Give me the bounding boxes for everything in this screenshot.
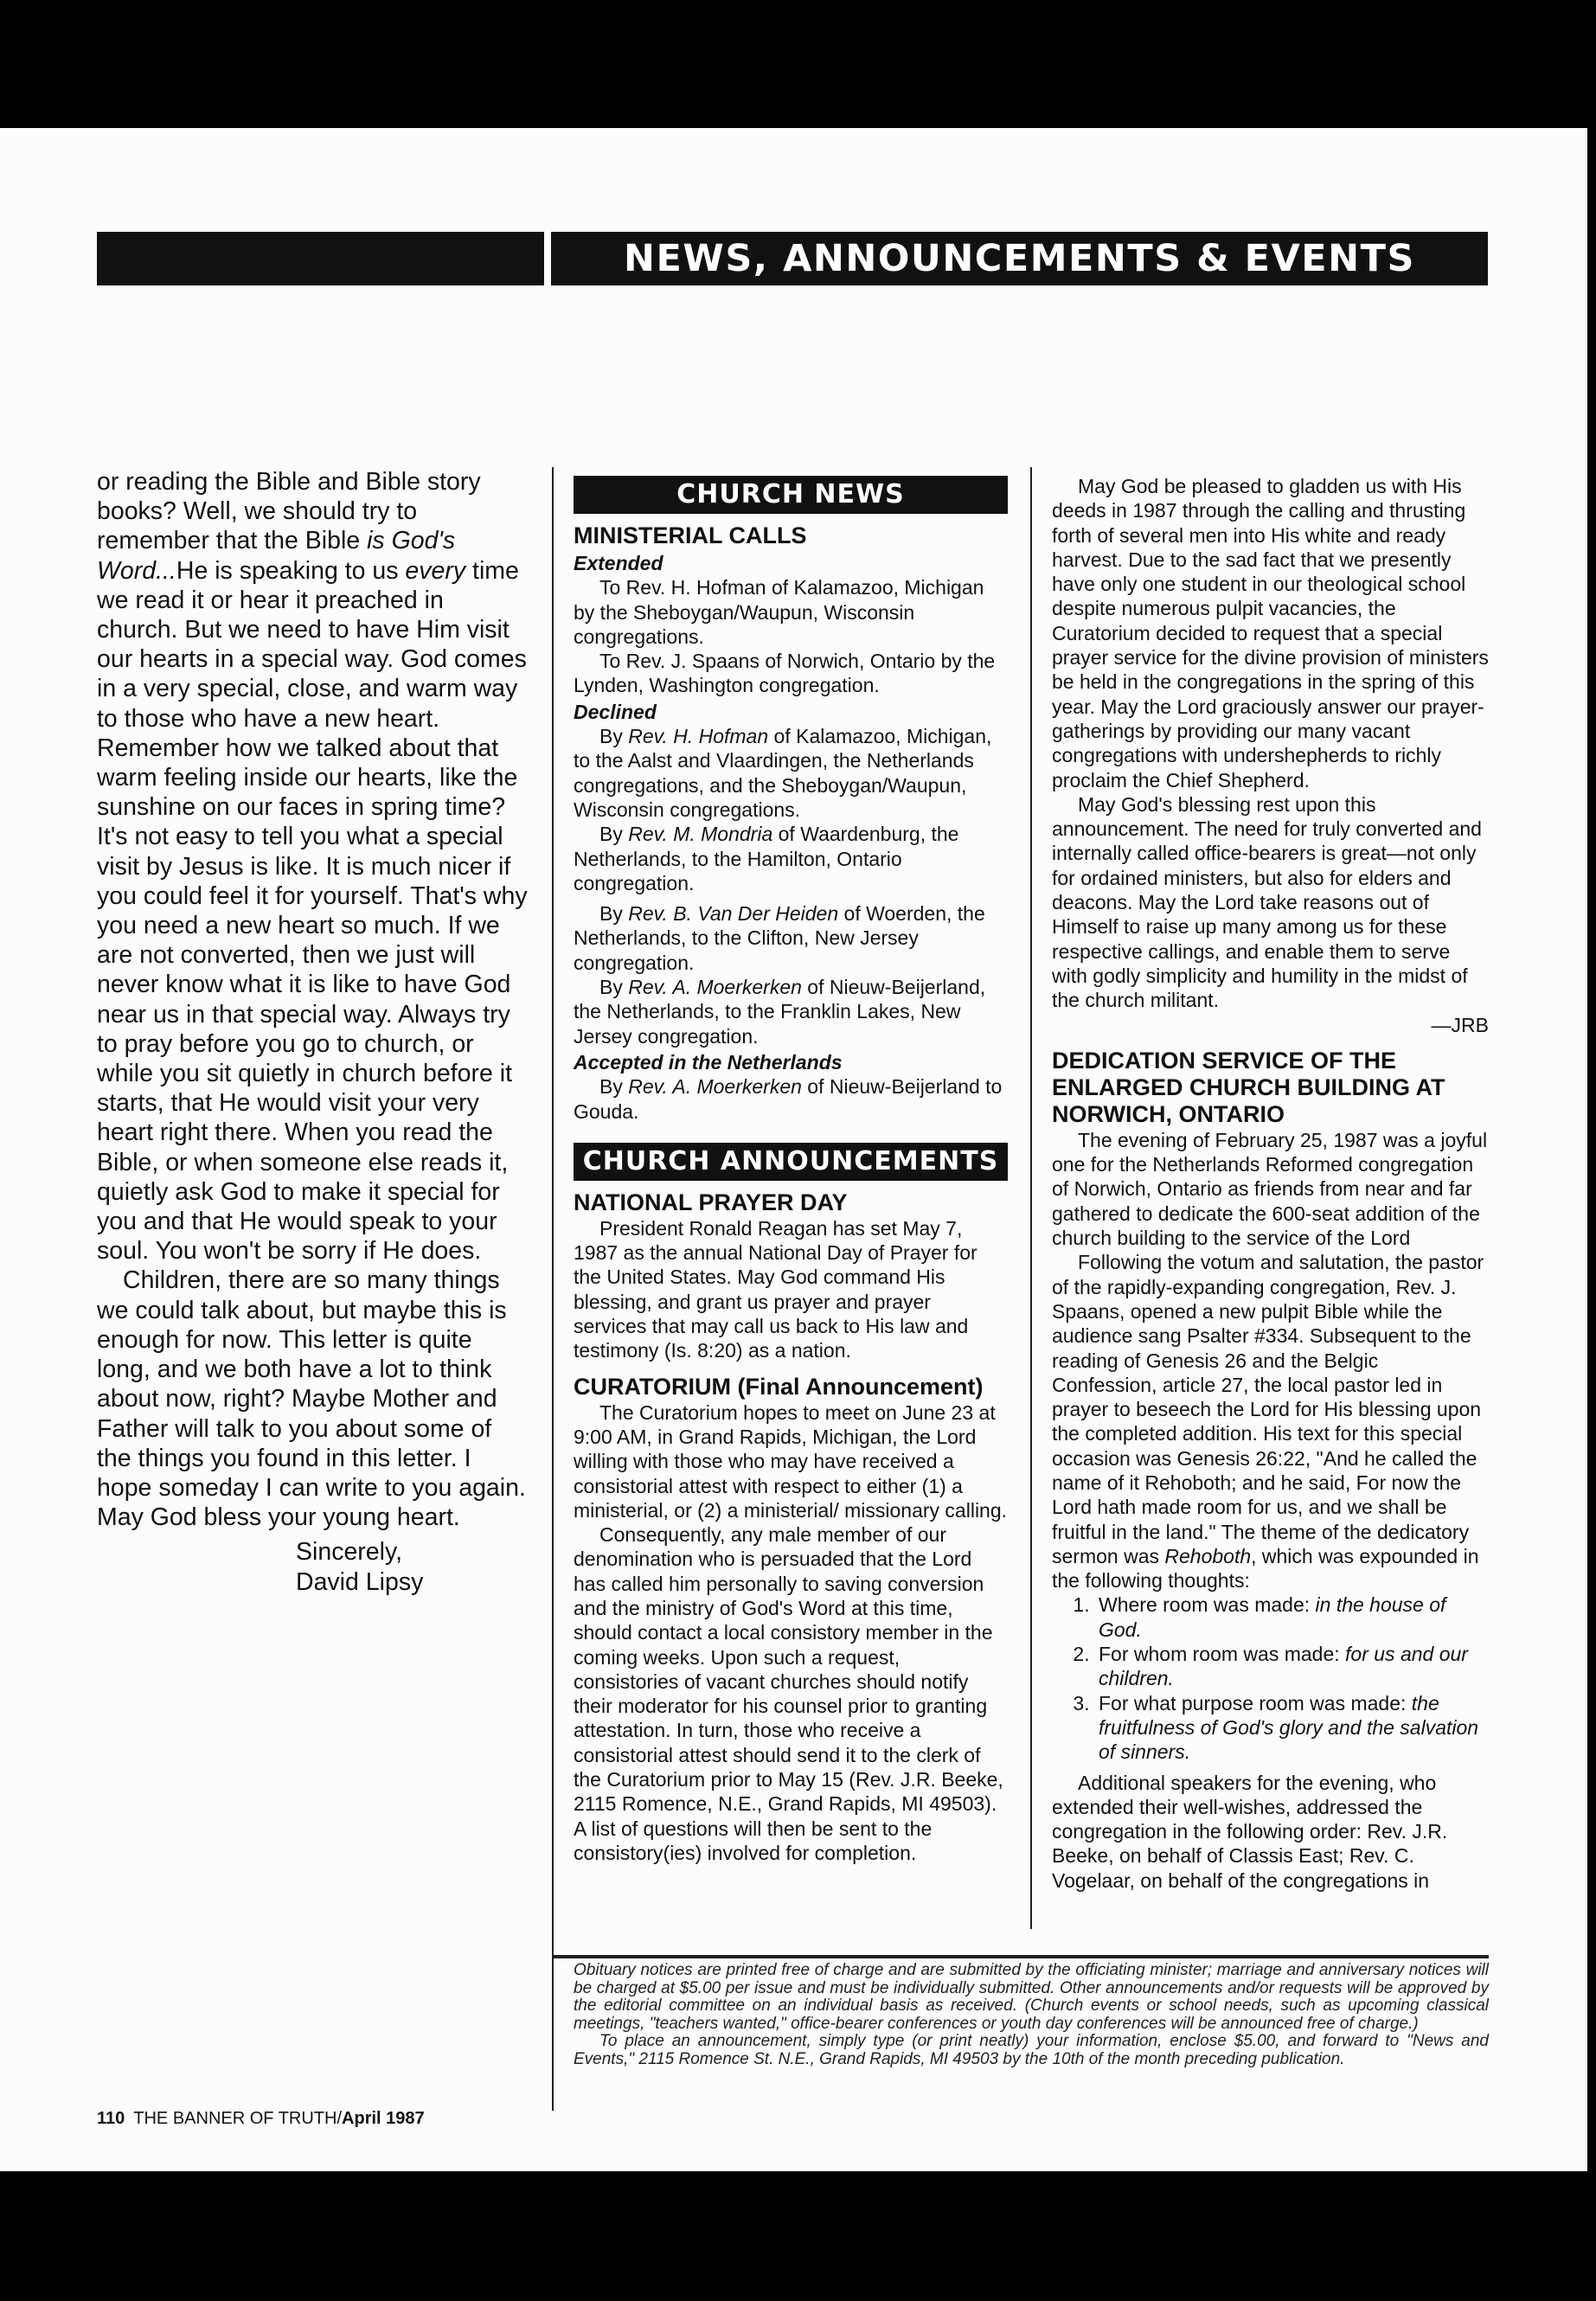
accepted-subheading: Accepted in the Netherlands xyxy=(574,1050,843,1074)
notice-rule xyxy=(554,1955,1489,1958)
curatorium-paragraph-3: May God be pleased to gladden us with His deeds in 1987 through the calling and thrusting forth of several men into His white and ready harvest. Due to the sad fact that we presently have only one student in our theological school despite numerous pulpit vacancies, the Curatorium decided to request that a special prayer service for the divine provision of ministers be held in the congregations in the spring of this year. May the Lord graciously answer our prayer-gatherings by providing our many vacant congregations with undershepherds to richly proclaim the Chief Shepherd. xyxy=(1052,475,1489,792)
declined-item: By Rev. H. Hofman of Kalamazoo, Michigan, to the Aalst and Vlaardingen, the Netherlands congregations, and the Sheboygan/Waupun, Wisconsin congregations. xyxy=(574,725,992,821)
extended-subheading: Extended xyxy=(574,552,663,574)
dedication-paragraph-1: The evening of February 25, 1987 was a joyful one for the Netherlands Reformed congregation of Norwich, Ontario as friends from near and far gathered to dedicate the 600-seat addition of the church building to the service of the Lord xyxy=(1052,1128,1488,1250)
sermon-points-list xyxy=(1052,1593,1489,1764)
curatorium-paragraph-1: The Curatorium hopes to meet on June 23 at 9:00 AM, in Grand Rapids, Michigan, the Lord willing with those who may have received a consistorial attest with respect to either (1) a ministerial, or (2) a ministerial/ missionary calling. xyxy=(574,1400,1008,1522)
curatorium-heading: CURATORIUM (Final Announcement) xyxy=(574,1373,984,1400)
publication-name: THE BANNER OF TRUTH/ xyxy=(133,2109,343,2128)
accepted-item: By Rev. A. Moerkerken of Nieuw-Beijerland to Gouda. xyxy=(574,1075,1003,1123)
column-rule-1 xyxy=(552,467,554,2111)
church-news-header: CHURCH NEWS xyxy=(574,476,1008,514)
curatorium-paragraph-2: Consequently, any male member of our denomination who is persuaded that the Lord has called him personally to saving conversion and the ministry of God's Word at this time, should contact a local consistory member in the coming weeks. Upon such a request, consistories of vacant churches should notify their moderator for his counsel prior to granting attestation. In turn, those who receive a consistorial attest should send it to the clerk of the Curatorium prior to May 15 (Rev. J.R. Beeke, 2115 Romence, N.E., Grand Rapids, MI 49503). A list of questions will then be sent to the consistory(ies) involved for completion. xyxy=(574,1523,1003,1864)
declined-item: By Rev. B. Van Der Heiden of Woerden, the Netherlands, to the Clifton, New Jersey congregation. xyxy=(574,902,985,974)
letter-paragraph-1: or reading the Bible and Bible story books? Well, we should try to remember that the Bible is God's Word...He is speaking to us every time we read it or hear it preached in church. But we need to have Him visit our hearts in a special way. God comes in a very special, close, and warm way to those who have a new heart. Remember how we talked about that warm feeling inside our hearts, like the sunshine on our faces in spring time? It's not easy to tell you what a special visit by Jesus is like. It is much nicer if you could feel it for yourself. That's why you need a new heart so much. If we are not converted, then we just will never know what it is like to have God near us in that special way. Always try to pray before you go to church, or while you sit quietly in church before it starts, that He would visit your very heart right there. When you read the Bible, or when someone else reads it, quietly ask God to make it special for you and that He would speak to your soul. You won't be sorry if He does. xyxy=(97,468,528,1266)
ministerial-calls-heading: MINISTERIAL CALLS xyxy=(574,522,807,548)
list-item: 1. Where room was made: in the house of God. xyxy=(1095,1593,1489,1642)
curatorium-paragraph-4: May God's blessing rest upon this announcement. The need for truly converted and internally called office-bearers is great—not only for ordained ministers, but also for elders and deacons. May the Lord take reasons out of Himself to raise up many among us for these respective callings, and enable them to serve with godly simplicity and humility in the midst of the church militant. xyxy=(1052,792,1482,1012)
prayer-day-text: President Ronald Reagan has set May 7, 1987 as the annual National Day of Prayer for the United States. May God command His blessing, and grant us prayer and prayer services that may call us back to His law and testimony (Is. 8:20) as a nation. xyxy=(574,1216,977,1362)
church-news-column xyxy=(574,474,1008,1865)
declined-item: By Rev. M. Mondria of Waardenburg, the Netherlands, to the Hamilton, Ontario congregation. xyxy=(574,823,959,894)
column-rule-2 xyxy=(1030,467,1032,1929)
letter-paragraph-2: Children, there are so many things we could talk about, but maybe this is enough for now. This letter is quite long, and we both have a lot to think about now, right? Maybe Mother and Father will talk to you about some of the things you found in this letter. I hope someday I can write to you again. May God bless your young heart. xyxy=(97,1266,526,1532)
dedication-paragraph-2: Following the votum and salutation, the pastor of the rapidly-expanding congregation, Rev. J. Spaans, opened a new pulpit Bible while the audience sang Psalter #334. Subsequent to the reading of Genesis 26 and the Belgic Confession, article 27, the local pastor led in prayer to beseech the Lord for His blessing upon the completed addition. His text for this special occasion was Genesis 26:22, "And he called the name of it Rehoboth; and he said, For now the Lord hath made room for us, and we shall be fruitful in the land." The theme of the dedicatory sermon was Rehoboth, which was expounded in the following thoughts: xyxy=(1052,1251,1484,1593)
section-banner: NEWS, ANNOUNCEMENTS & EVENTS xyxy=(551,232,1488,285)
list-item: 2. For whom room was made: for us and our children. xyxy=(1095,1642,1489,1691)
notice-text-1: Obituary notices are printed free of charge and are submitted by the officiating minister; marriage and anniversary notices will be charged at $5.00 per issue and must be individually submitted. Other announcements and/or requests will be approved by the editorial committee on an individual basis as received. (Church events or school needs, such as upcoming classical meetings, "teachers wanted," office-bearer conferences or youth day conferences will be announced free of charge.) xyxy=(574,1961,1489,2033)
letter-closing: Sincerely, xyxy=(296,1538,403,1567)
author-initials: —JRB xyxy=(1431,1013,1489,1036)
scan-border-top xyxy=(0,0,1596,128)
page-footer xyxy=(97,2109,433,2129)
list-item: 3. For what purpose room was made: the fruitfulness of God's glory and the salvation of sinners. xyxy=(1095,1691,1489,1765)
declined-item: By Rev. A. Moerkerken of Nieuw-Beijerland, the Netherlands, to the Franklin Lakes, New Jersey congregation. xyxy=(574,976,986,1048)
extended-item: To Rev. H. Hofman of Kalamazoo, Michigan by the Sheboygan/Waupun, Wisconsin congregations. xyxy=(574,576,984,648)
dedication-heading: DEDICATION SERVICE OF THE ENLARGED CHURCH BUILDING AT NORWICH, ONTARIO xyxy=(1052,1047,1445,1127)
issue-date: April 1987 xyxy=(342,2109,425,2128)
letter-column xyxy=(97,467,529,1597)
letter-signature: David Lipsy xyxy=(296,1567,424,1596)
notice-box xyxy=(574,1962,1489,2068)
banner-bar-left xyxy=(97,232,544,285)
church-announcements-header: CHURCH ANNOUNCEMENTS xyxy=(574,1143,1008,1181)
announcement-column xyxy=(1052,474,1489,1893)
extended-item: To Rev. J. Spaans of Norwich, Ontario by the Lynden, Washington congregation. xyxy=(574,650,996,697)
notice-text-2: To place an announcement, simply type (or print neatly) your information, enclose $5.00, and forward to "News and Events," 2115 Romence St. N.E., Grand Rapids, MI 49503 by the 10th of the month preceding publication. xyxy=(574,2032,1489,2068)
page-number: 110 xyxy=(97,2109,125,2128)
declined-subheading: Declined xyxy=(574,700,657,723)
dedication-paragraph-3: Additional speakers for the evening, who extended their well-wishes, addressed the congregation in the following order: Rev. J.R. Beeke, on behalf of Classis East; Rev. C. Vogelaar, on behalf of the congregations in xyxy=(1052,1771,1448,1892)
prayer-day-heading: NATIONAL PRAYER DAY xyxy=(574,1189,848,1215)
